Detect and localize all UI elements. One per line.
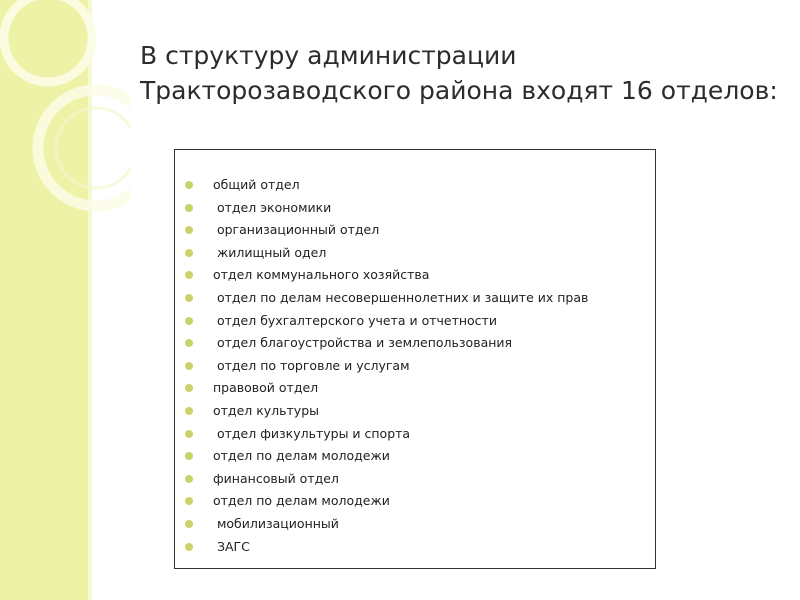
bullet-icon	[185, 407, 193, 415]
bullet-icon	[185, 475, 193, 483]
department-label: правовой отдел	[213, 380, 319, 396]
bullet-icon	[185, 520, 193, 528]
bullet-icon	[185, 452, 193, 460]
list-item	[183, 490, 588, 513]
title-line-2: Тракторозаводского района входят 16 отделов:	[140, 76, 778, 105]
bullet-icon	[185, 543, 193, 551]
bullet-icon	[185, 384, 193, 392]
department-label: отдел по делам молодежи	[213, 448, 390, 464]
list-item	[183, 377, 588, 400]
list-item	[183, 174, 588, 197]
bullet-icon	[185, 271, 193, 279]
decorative-circles	[0, 0, 130, 260]
bullet-icon	[185, 362, 193, 370]
department-label: финансовый отдел	[213, 470, 339, 486]
department-label: мобилизационный	[213, 515, 339, 531]
bullet-icon	[185, 249, 193, 257]
department-label: жилищный одел	[213, 244, 327, 260]
department-label: ЗАГС	[213, 538, 250, 554]
department-label: отдел бухгалтерского учета и отчетности	[213, 312, 497, 328]
title-line-1: В структуру администрации	[140, 41, 517, 70]
department-label: отдел физкультуры и спорта	[213, 425, 411, 441]
list-item	[183, 310, 588, 333]
department-label: отдел по делам молодежи	[213, 493, 390, 509]
departments-list	[183, 174, 588, 558]
bullet-icon	[185, 430, 193, 438]
list-item	[183, 445, 588, 468]
list-item	[183, 264, 588, 287]
list-item	[183, 219, 588, 242]
bullet-icon	[185, 294, 193, 302]
department-label: отдел коммунального хозяйства	[213, 267, 430, 283]
bullet-icon	[185, 181, 193, 189]
list-item	[183, 423, 588, 446]
department-label: отдел благоустройства и землепользования	[213, 335, 513, 351]
department-label: отдел по торговле и услугам	[213, 357, 410, 373]
bullet-icon	[185, 317, 193, 325]
list-item	[183, 468, 588, 491]
list-item	[183, 332, 588, 355]
bullet-icon	[185, 497, 193, 505]
department-label: общий отдел	[213, 177, 300, 192]
list-item	[183, 242, 588, 265]
department-label: организационный отдел	[213, 222, 380, 238]
list-item	[183, 287, 588, 310]
department-label: отдел культуры	[213, 402, 320, 418]
department-label: отдел по делам несовершеннолетних и защите их прав	[213, 289, 589, 305]
bullet-icon	[185, 226, 193, 234]
list-item	[183, 400, 588, 423]
list-item	[183, 197, 588, 220]
list-item	[183, 536, 588, 559]
bullet-icon	[185, 339, 193, 347]
department-label: отдел экономики	[213, 199, 332, 215]
bullet-icon	[185, 204, 193, 212]
slide-title	[140, 38, 780, 108]
departments-box	[174, 149, 656, 569]
list-item	[183, 355, 588, 378]
list-item	[183, 513, 588, 536]
